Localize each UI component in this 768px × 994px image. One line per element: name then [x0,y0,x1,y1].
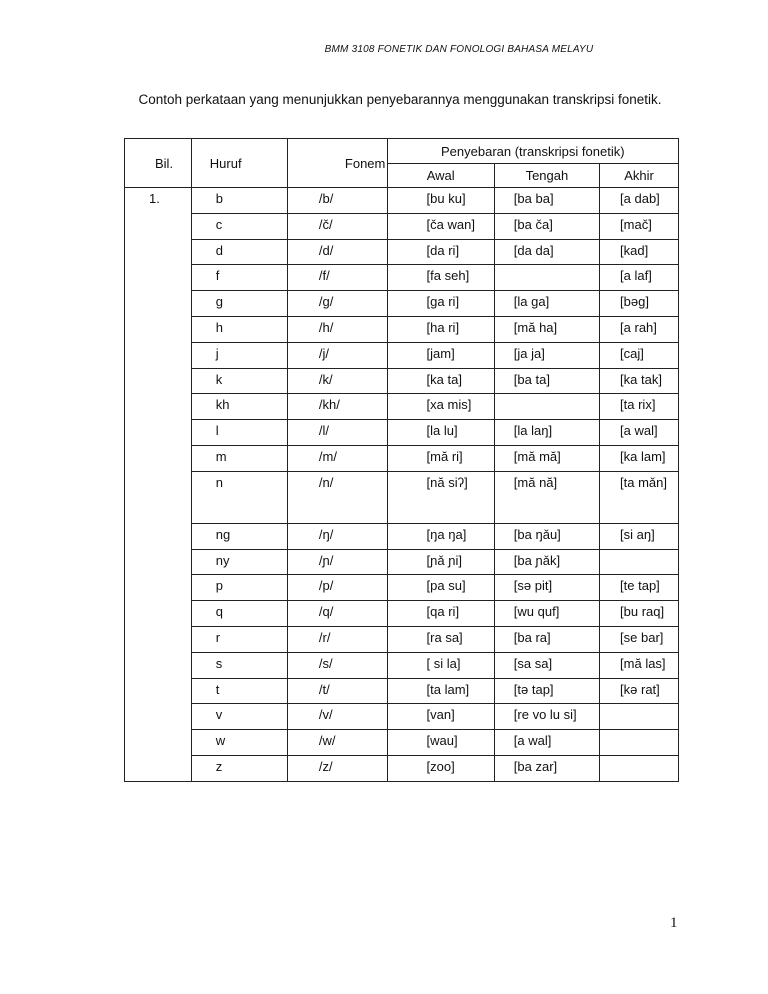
cell-fonem: /k/ [287,368,387,394]
cell-tengah: [ba ba] [494,188,599,214]
cell-huruf: k [191,368,287,394]
table-row [125,755,679,781]
cell-huruf: q [191,601,287,627]
table-row [125,704,679,730]
table-row [125,678,679,704]
cell-awal: [ɲǎ ɲi] [387,549,494,575]
table-row [125,342,679,368]
table-row [125,265,679,291]
cell-bil [125,601,192,627]
cell-bil [125,575,192,601]
cell-bil [125,445,192,471]
cell-huruf: m [191,445,287,471]
cell-huruf: b [191,188,287,214]
running-header: BMM 3108 FONETIK DAN FONOLOGI BAHASA MELAYU [324,44,594,55]
cell-tengah: [ba ta] [494,368,599,394]
cell-akhir: [bu raq] [600,601,679,627]
cell-awal: [ka ta] [387,368,494,394]
cell-huruf: j [191,342,287,368]
cell-fonem: /r/ [287,626,387,652]
cell-huruf: c [191,213,287,239]
cell-tengah: [mă mă] [494,445,599,471]
cell-akhir: [a wal] [600,420,679,446]
cell-bil [125,471,192,523]
table-row [125,575,679,601]
cell-bil [125,239,192,265]
cell-tengah: [mă nă] [494,471,599,523]
cell-huruf: t [191,678,287,704]
cell-akhir [600,704,679,730]
table-row [125,471,679,523]
cell-huruf: l [191,420,287,446]
cell-fonem: /m/ [287,445,387,471]
cell-awal: [pa su] [387,575,494,601]
intro-sentence: Contoh perkataan yang menunjukkan penyebarannya menggunakan transkripsi fonetik. [138,92,662,107]
cell-bil [125,730,192,756]
cell-fonem: /g/ [287,291,387,317]
cell-tengah: [mă ha] [494,316,599,342]
table-row [125,368,679,394]
cell-fonem: /d/ [287,239,387,265]
cell-akhir: [bəg] [600,291,679,317]
cell-awal: [jam] [387,342,494,368]
cell-bil [125,420,192,446]
cell-bil [125,265,192,291]
cell-tengah: [ba ra] [494,626,599,652]
cell-awal: [nă siʔ] [387,471,494,523]
cell-akhir: [ka lam] [600,445,679,471]
cell-awal: [ta lam] [387,678,494,704]
cell-bil [125,626,192,652]
cell-akhir: [a dab] [600,188,679,214]
cell-fonem: /b/ [287,188,387,214]
cell-tengah: [ba zar] [494,755,599,781]
cell-tengah: [la laŋ] [494,420,599,446]
cell-akhir: [ta rix] [600,394,679,420]
table-row [125,316,679,342]
header-bil: Bil. [125,139,192,188]
cell-awal: [bu ku] [387,188,494,214]
cell-bil [125,652,192,678]
table-row [125,549,679,575]
cell-tengah: [a wal] [494,730,599,756]
cell-awal: [van] [387,704,494,730]
cell-tengah: [tə tap] [494,678,599,704]
cell-fonem: /t/ [287,678,387,704]
cell-fonem: /z/ [287,755,387,781]
table-row [125,626,679,652]
table-row [125,239,679,265]
cell-akhir [600,730,679,756]
cell-akhir: [si aŋ] [600,523,679,549]
cell-huruf: f [191,265,287,291]
cell-tengah: [ba ŋǎu] [494,523,599,549]
table-row [125,445,679,471]
cell-tengah: [sa sa] [494,652,599,678]
cell-fonem: /v/ [287,704,387,730]
cell-awal: [ga ri] [387,291,494,317]
cell-fonem: /ɲ/ [287,549,387,575]
table-row [125,291,679,317]
cell-huruf: ng [191,523,287,549]
cell-fonem: /s/ [287,652,387,678]
cell-huruf: z [191,755,287,781]
cell-awal: [ča wan] [387,213,494,239]
cell-tengah: [ba ča] [494,213,599,239]
cell-tengah: [ja ja] [494,342,599,368]
cell-awal: [wau] [387,730,494,756]
table-row [125,420,679,446]
cell-akhir: [kad] [600,239,679,265]
cell-akhir: [ta mǎn] [600,471,679,523]
cell-bil [125,704,192,730]
cell-tengah: [da da] [494,239,599,265]
cell-awal: [ŋa ŋa] [387,523,494,549]
table-row [125,601,679,627]
cell-akhir [600,549,679,575]
cell-huruf: kh [191,394,287,420]
header-fonem: Fonem [287,139,387,188]
cell-awal: [mă ri] [387,445,494,471]
cell-fonem: /j/ [287,342,387,368]
cell-bil [125,755,192,781]
cell-huruf: h [191,316,287,342]
cell-huruf: s [191,652,287,678]
cell-akhir: [te tap] [600,575,679,601]
table-row [125,394,679,420]
cell-tengah: [sə pit] [494,575,599,601]
cell-huruf: p [191,575,287,601]
cell-fonem: /p/ [287,575,387,601]
cell-akhir: [a laf] [600,265,679,291]
cell-awal: [la lu] [387,420,494,446]
cell-bil [125,342,192,368]
phonetic-transcription-table [124,138,679,782]
cell-fonem: /ŋ/ [287,523,387,549]
cell-awal: [ si la] [387,652,494,678]
table-row [125,652,679,678]
cell-bil [125,316,192,342]
header-tengah: Tengah [494,164,599,188]
table-row [125,730,679,756]
cell-awal: [zoo] [387,755,494,781]
cell-bil [125,291,192,317]
cell-awal: [ra sa] [387,626,494,652]
cell-bil: 1. [125,188,192,214]
cell-bil [125,549,192,575]
cell-huruf: w [191,730,287,756]
cell-fonem: /n/ [287,471,387,523]
cell-huruf: n [191,471,287,523]
header-akhir: Akhir [600,164,679,188]
cell-huruf: r [191,626,287,652]
cell-fonem: /q/ [287,601,387,627]
cell-bil [125,678,192,704]
cell-akhir: [mă las] [600,652,679,678]
cell-akhir: [mač] [600,213,679,239]
cell-bil [125,523,192,549]
cell-akhir: [kə rat] [600,678,679,704]
cell-awal: [ha ri] [387,316,494,342]
cell-tengah: [wu quf] [494,601,599,627]
cell-tengah: [ba ɲǎk] [494,549,599,575]
cell-awal: [qa ri] [387,601,494,627]
cell-huruf: d [191,239,287,265]
cell-bil [125,394,192,420]
cell-akhir: [se bar] [600,626,679,652]
header-awal: Awal [387,164,494,188]
cell-awal: [xa mis] [387,394,494,420]
cell-tengah [494,265,599,291]
cell-tengah: [re vo lu si] [494,704,599,730]
header-penyebaran: Penyebaran (transkripsi fonetik) [387,139,678,164]
cell-fonem: /h/ [287,316,387,342]
cell-bil [125,213,192,239]
cell-fonem: /l/ [287,420,387,446]
cell-fonem: /f/ [287,265,387,291]
cell-awal: [da ri] [387,239,494,265]
table-row [125,523,679,549]
cell-awal: [fa seh] [387,265,494,291]
cell-akhir: [ka tak] [600,368,679,394]
cell-huruf: v [191,704,287,730]
cell-tengah: [la ga] [494,291,599,317]
cell-akhir: [a rah] [600,316,679,342]
table-row [125,213,679,239]
cell-fonem: /č/ [287,213,387,239]
cell-fonem: /w/ [287,730,387,756]
cell-huruf: ny [191,549,287,575]
cell-akhir [600,755,679,781]
cell-bil [125,368,192,394]
table-row [125,188,679,214]
cell-fonem: /kh/ [287,394,387,420]
header-huruf: Huruf [191,139,287,188]
cell-tengah [494,394,599,420]
cell-akhir: [caj] [600,342,679,368]
cell-huruf: g [191,291,287,317]
page-number: 1 [670,915,678,931]
